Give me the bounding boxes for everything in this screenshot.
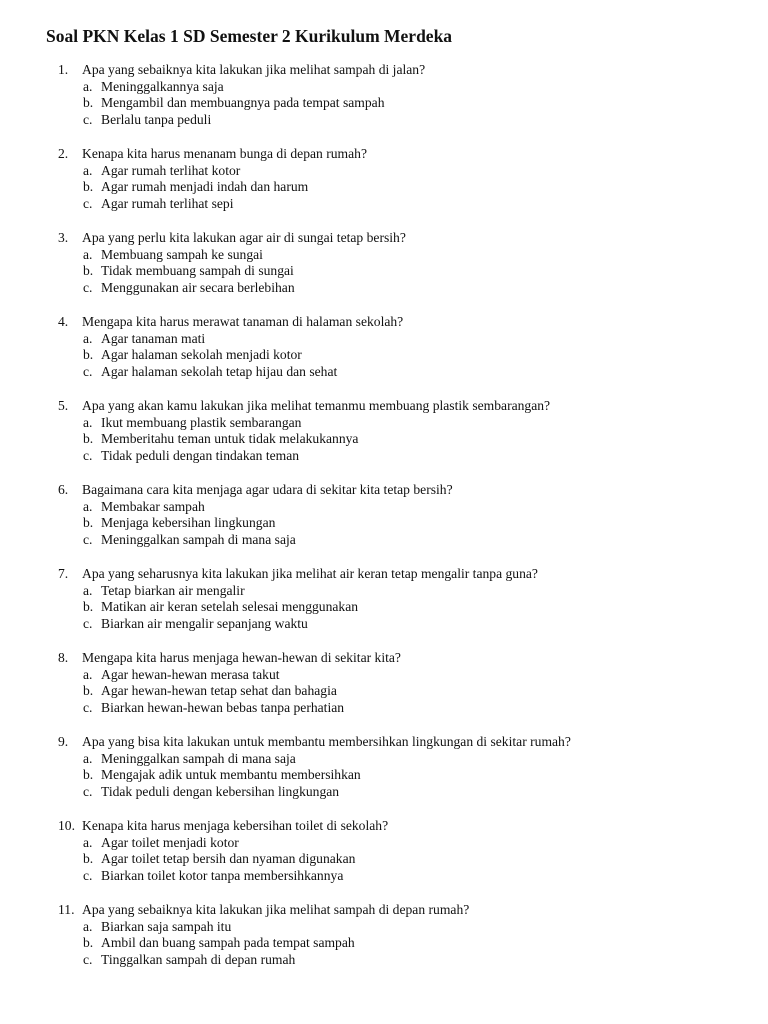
answer-option-a bbox=[0, 331, 768, 348]
question-8 bbox=[0, 650, 768, 717]
option-letter: a. bbox=[83, 498, 93, 514]
question-number: 10. bbox=[58, 818, 75, 833]
option-text: Tinggalkan sampah di depan rumah bbox=[101, 952, 296, 968]
option-letter: b. bbox=[83, 851, 94, 867]
option-text: Agar toilet tetap bersih dan nyaman digunakan bbox=[101, 851, 356, 867]
option-text: Agar halaman sekolah menjadi kotor bbox=[101, 347, 302, 363]
option-text: Agar hewan-hewan merasa takut bbox=[101, 666, 280, 682]
option-letter: a. bbox=[83, 918, 93, 934]
option-letter: c. bbox=[83, 784, 93, 800]
question-number: 3. bbox=[58, 230, 69, 245]
option-letter: a. bbox=[83, 78, 93, 94]
option-text: Biarkan air mengalir sepanjang waktu bbox=[101, 616, 308, 632]
question-text: Mengapa kita harus menjaga hewan-hewan di sekitar kita? bbox=[82, 650, 401, 665]
question-text: Apa yang bisa kita lakukan untuk membantu membersihkan lingkungan di sekitar rumah? bbox=[82, 734, 571, 749]
option-text: Biarkan toilet kotor tanpa membersihkannya bbox=[101, 868, 344, 884]
question-number: 9. bbox=[58, 734, 69, 749]
question-number: 2. bbox=[58, 146, 69, 161]
option-text: Biarkan saja sampah itu bbox=[101, 918, 232, 934]
option-letter: c. bbox=[83, 196, 93, 212]
option-text: Agar rumah terlihat sepi bbox=[101, 196, 234, 212]
answer-option-b bbox=[0, 347, 768, 364]
option-text: Ikut membuang plastik sembarangan bbox=[101, 414, 302, 430]
option-text: Agar rumah terlihat kotor bbox=[101, 162, 241, 178]
option-text: Tidak peduli dengan tindakan teman bbox=[101, 448, 300, 464]
option-text: Agar toilet menjadi kotor bbox=[101, 834, 239, 850]
answer-option-a bbox=[0, 835, 768, 852]
question-7 bbox=[0, 566, 768, 633]
answer-option-a bbox=[0, 163, 768, 180]
answer-option-c bbox=[0, 196, 768, 213]
answer-option-c bbox=[0, 448, 768, 465]
question-text: Mengapa kita harus merawat tanaman di halaman sekolah? bbox=[82, 314, 404, 329]
question-row bbox=[0, 230, 768, 247]
option-letter: c. bbox=[83, 532, 93, 548]
option-letter: a. bbox=[83, 750, 93, 766]
answer-option-c bbox=[0, 700, 768, 717]
option-letter: c. bbox=[83, 448, 93, 464]
answer-option-b bbox=[0, 263, 768, 280]
option-text: Tetap biarkan air mengalir bbox=[101, 582, 245, 598]
question-number: 4. bbox=[58, 314, 69, 329]
question-4 bbox=[0, 314, 768, 381]
answer-option-a bbox=[0, 919, 768, 936]
answer-option-b bbox=[0, 851, 768, 868]
question-row bbox=[0, 566, 768, 583]
answer-option-c bbox=[0, 532, 768, 549]
answer-option-c bbox=[0, 280, 768, 297]
answer-option-a bbox=[0, 499, 768, 516]
question-number: 5. bbox=[58, 398, 69, 413]
answer-option-c bbox=[0, 364, 768, 381]
question-text: Apa yang akan kamu lakukan jika melihat temanmu membuang plastik sembarangan? bbox=[82, 398, 551, 413]
question-text: Bagaimana cara kita menjaga agar udara di sekitar kita tetap bersih? bbox=[82, 482, 453, 497]
question-row bbox=[0, 650, 768, 667]
option-text: Biarkan hewan-hewan bebas tanpa perhatian bbox=[101, 700, 345, 716]
option-text: Mengambil dan membuangnya pada tempat sampah bbox=[101, 95, 385, 111]
question-text: Apa yang perlu kita lakukan agar air di sungai tetap bersih? bbox=[82, 230, 406, 245]
option-letter: a. bbox=[83, 582, 93, 598]
question-3 bbox=[0, 230, 768, 297]
option-letter: a. bbox=[83, 246, 93, 262]
answer-option-a bbox=[0, 415, 768, 432]
option-text: Menggunakan air secara berlebihan bbox=[101, 280, 295, 296]
option-text: Meninggalkannya saja bbox=[101, 78, 224, 94]
answer-option-c bbox=[0, 868, 768, 885]
document-title: Soal PKN Kelas 1 SD Semester 2 Kurikulum Merdeka bbox=[46, 26, 453, 46]
answer-option-b bbox=[0, 515, 768, 532]
option-text: Berlalu tanpa peduli bbox=[101, 112, 212, 128]
option-letter: c. bbox=[83, 952, 93, 968]
option-letter: c. bbox=[83, 112, 93, 128]
option-letter: c. bbox=[83, 700, 93, 716]
option-text: Matikan air keran setelah selesai menggunakan bbox=[101, 599, 359, 615]
option-letter: a. bbox=[83, 330, 93, 346]
option-letter: a. bbox=[83, 162, 93, 178]
option-letter: b. bbox=[83, 683, 94, 699]
option-text: Agar rumah menjadi indah dan harum bbox=[101, 179, 309, 195]
option-text: Agar tanaman mati bbox=[101, 330, 206, 346]
answer-option-c bbox=[0, 616, 768, 633]
question-text: Apa yang sebaiknya kita lakukan jika melihat sampah di jalan? bbox=[82, 62, 426, 77]
question-6 bbox=[0, 482, 768, 549]
option-text: Agar halaman sekolah tetap hijau dan sehat bbox=[101, 364, 338, 380]
option-letter: b. bbox=[83, 515, 94, 531]
question-row bbox=[0, 902, 768, 919]
answer-option-a bbox=[0, 583, 768, 600]
question-number: 6. bbox=[58, 482, 69, 497]
answer-option-b bbox=[0, 179, 768, 196]
answer-option-a bbox=[0, 751, 768, 768]
option-letter: c. bbox=[83, 616, 93, 632]
option-letter: b. bbox=[83, 431, 94, 447]
option-letter: b. bbox=[83, 179, 94, 195]
answer-option-a bbox=[0, 247, 768, 264]
question-number: 8. bbox=[58, 650, 69, 665]
answer-option-a bbox=[0, 667, 768, 684]
answer-option-a bbox=[0, 79, 768, 96]
option-letter: b. bbox=[83, 599, 94, 615]
option-letter: a. bbox=[83, 666, 93, 682]
answer-option-b bbox=[0, 431, 768, 448]
question-text: Apa yang sebaiknya kita lakukan jika melihat sampah di depan rumah? bbox=[82, 902, 470, 917]
answer-option-c bbox=[0, 784, 768, 801]
option-letter: a. bbox=[83, 834, 93, 850]
question-2 bbox=[0, 146, 768, 213]
question-row bbox=[0, 818, 768, 835]
question-text: Kenapa kita harus menanam bunga di depan rumah? bbox=[82, 146, 367, 161]
option-text: Mengajak adik untuk membantu membersihkan bbox=[101, 767, 361, 783]
option-letter: b. bbox=[83, 935, 94, 951]
answer-option-b bbox=[0, 767, 768, 784]
question-10 bbox=[0, 818, 768, 885]
option-letter: b. bbox=[83, 263, 94, 279]
option-text: Meninggalkan sampah di mana saja bbox=[101, 750, 296, 766]
option-letter: b. bbox=[83, 767, 94, 783]
answer-option-b bbox=[0, 599, 768, 616]
question-number: 1. bbox=[58, 62, 69, 77]
option-text: Membakar sampah bbox=[101, 498, 205, 514]
answer-option-c bbox=[0, 952, 768, 969]
option-text: Agar hewan-hewan tetap sehat dan bahagia bbox=[101, 683, 337, 699]
option-text: Tidak peduli dengan kebersihan lingkungan bbox=[101, 784, 340, 800]
answer-option-c bbox=[0, 112, 768, 129]
option-text: Menjaga kebersihan lingkungan bbox=[101, 515, 276, 531]
option-letter: b. bbox=[83, 95, 94, 111]
answer-option-b bbox=[0, 935, 768, 952]
question-number: 7. bbox=[58, 566, 69, 581]
option-text: Meninggalkan sampah di mana saja bbox=[101, 532, 296, 548]
answer-option-b bbox=[0, 683, 768, 700]
question-row bbox=[0, 482, 768, 499]
option-text: Ambil dan buang sampah pada tempat sampah bbox=[101, 935, 355, 951]
option-letter: c. bbox=[83, 280, 93, 296]
question-row bbox=[0, 62, 768, 79]
question-row bbox=[0, 314, 768, 331]
question-row bbox=[0, 398, 768, 415]
option-letter: c. bbox=[83, 868, 93, 884]
option-letter: a. bbox=[83, 414, 93, 430]
option-text: Memberitahu teman untuk tidak melakukannya bbox=[101, 431, 359, 447]
option-letter: b. bbox=[83, 347, 94, 363]
option-letter: c. bbox=[83, 364, 93, 380]
question-9 bbox=[0, 734, 768, 801]
question-row bbox=[0, 146, 768, 163]
option-text: Membuang sampah ke sungai bbox=[101, 246, 263, 262]
answer-option-b bbox=[0, 95, 768, 112]
question-row bbox=[0, 734, 768, 751]
question-text: Apa yang seharusnya kita lakukan jika melihat air keran tetap mengalir tanpa guna? bbox=[82, 566, 538, 581]
option-text: Tidak membuang sampah di sungai bbox=[101, 263, 294, 279]
question-5 bbox=[0, 398, 768, 465]
question-number: 11. bbox=[58, 902, 75, 917]
question-text: Kenapa kita harus menjaga kebersihan toilet di sekolah? bbox=[82, 818, 389, 833]
question-1 bbox=[0, 62, 768, 129]
question-11 bbox=[0, 902, 768, 969]
